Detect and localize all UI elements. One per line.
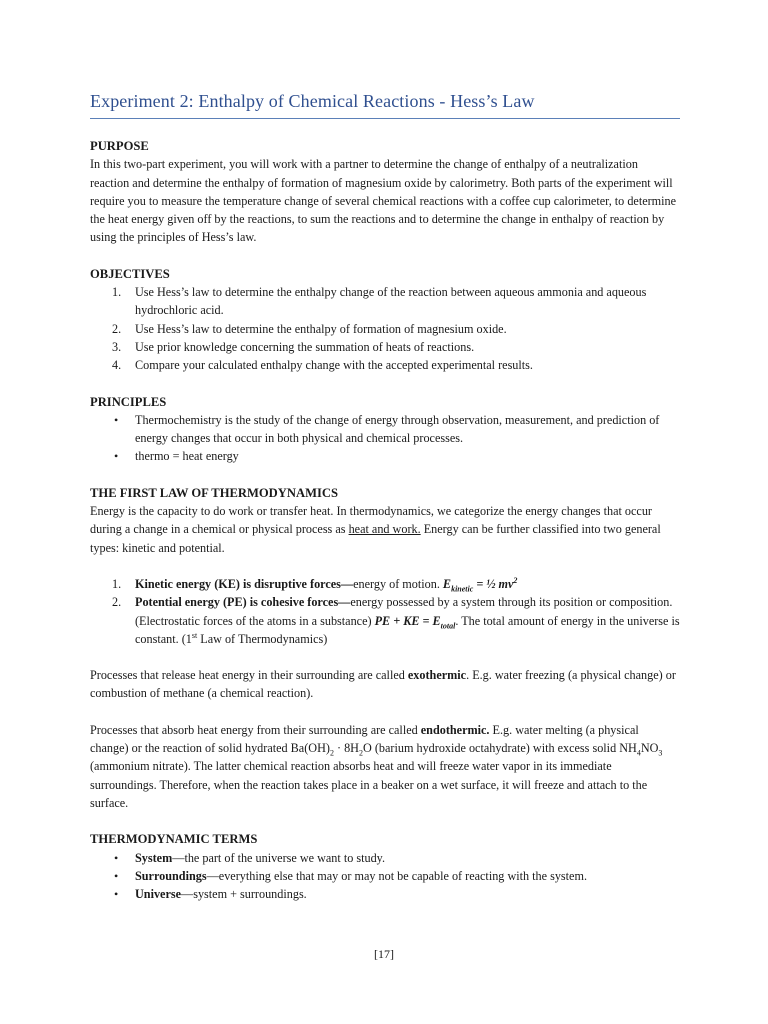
principle-text: Thermochemistry is the study of the change of energy through observation, measurement, and prediction of energy changes that occur in both physical and chemical processes. [135,412,660,446]
objective-item [90,356,680,374]
objective-item [90,283,680,320]
energy-type-item: 1. Kinetic energy (KE) is disruptive forces—energy of motion. $E_{kinetic}$ = ½ $mv^2$ [112,575,518,594]
objective-text: Use Hess’s law to determine the enthalpy of formation of magnesium oxide. [135,321,507,336]
document-title: Experiment 2: Enthalpy of Chemical Reactions - Hess’s Law [90,91,535,111]
objective-number: 2. [112,321,122,336]
underlined-phrase: heat and work. [348,522,421,537]
objective-text: Compare your calculated enthalpy change with the accepted experimental results. [135,358,533,373]
objective-text: Use Hess’s law to determine the enthalpy change of the reaction between aqueous ammonia and aqueous hydrochloric acid. [135,285,647,318]
principle-item [90,447,680,465]
principles-list [90,411,680,466]
objective-number: 3. [112,339,122,354]
objective-item [90,338,680,356]
purpose-heading: PURPOSE [90,139,149,153]
term-item: • Universe—system + surroundings. [90,885,680,903]
first-law-heading: THE FIRST LAW OF THERMODYNAMICS [90,485,338,500]
objective-text: Use prior knowledge concerning the summation of heats of reactions. [135,339,475,354]
title-rule [90,118,680,119]
term-item: • System—the part of the universe we want to study. [90,849,680,867]
energy-sum-formula: PE + KE = $E_{total}$ [374,613,456,630]
energy-types-list [90,575,680,648]
term-item: • Surroundings—everything else that may or may not be capable of reacting with the system. [90,867,680,885]
exothermic-paragraph: Processes that release heat energy in their surrounding are called exothermic. E.g. water freezing (a physical change) or combustion of methane (a chemical reaction). [90,668,676,701]
objective-number: 4. [112,358,122,373]
energy-type-number: 2. [112,595,122,610]
kinetic-formula: $E_{kinetic}$ = ½ $mv^2$ [442,575,518,594]
bullet-icon: • [114,887,119,902]
principle-item [90,411,680,448]
document-body [90,137,680,903]
terms-heading: THERMODYNAMIC TERMS [90,832,258,847]
bullet-icon: • [114,868,119,883]
energy-type-item: 2. Potential energy (PE) is cohesive forces—energy possessed by a system through its position or composition. (Electrostatic forces of the atoms in a substance) PE + KE = $E_{total}$. The total amount of energy in the universe is constant. (1st Law of Thermodynamics) [112,595,680,646]
energy-type-number: 1. [112,576,122,591]
objective-number: 1. [112,285,122,300]
purpose-text: In this two-part experiment, you will work with a partner to determine the change of enthalpy of a neutralization reaction and determine the enthalpy of formation of magnesium oxide by calorimetry. Both parts of the experiment will require you to measure the temperature change of several chemical reactions with a coffee cup calorimeter, to determine the heat energy given off by the reactions, to sum the reactions and to determine the change in enthalpy of reaction by using the principles of Hess’s law. [90,157,677,245]
objectives-list [90,283,680,374]
principle-text: thermo = heat energy [135,449,239,464]
terms-list [90,849,680,904]
objective-item [90,320,680,338]
bullet-icon: • [114,850,119,865]
bullet-icon: • [114,449,119,464]
objectives-heading: OBJECTIVES [90,266,170,281]
page-number: [17] [374,947,394,961]
principles-heading: PRINCIPLES [90,394,167,409]
endothermic-paragraph: Processes that absorb heat energy from their surrounding are called endothermic. E.g. water melting (a physical change) or the reaction of solid hydrated $Ba(OH)_2 \cdot 8H_2O$ (barium hydroxide octahydrate) with excess solid $NH_4NO_3$ (ammonium nitrate). The latter chemical reaction absorbs heat and will freeze water vapor in its immediate surroundings. Therefore, when the reaction takes place in a beaker on a wet surface, it will freeze and attach to the surface. [90,722,663,810]
first-law-intro: Energy is the capacity to do work or transfer heat. In thermodynamics, we categorize the energy changes that occur during a change in a chemical or physical process as heat and work. Energy can be further classified into two general types: kinetic and potential. [90,504,661,555]
bullet-icon: • [114,412,119,427]
